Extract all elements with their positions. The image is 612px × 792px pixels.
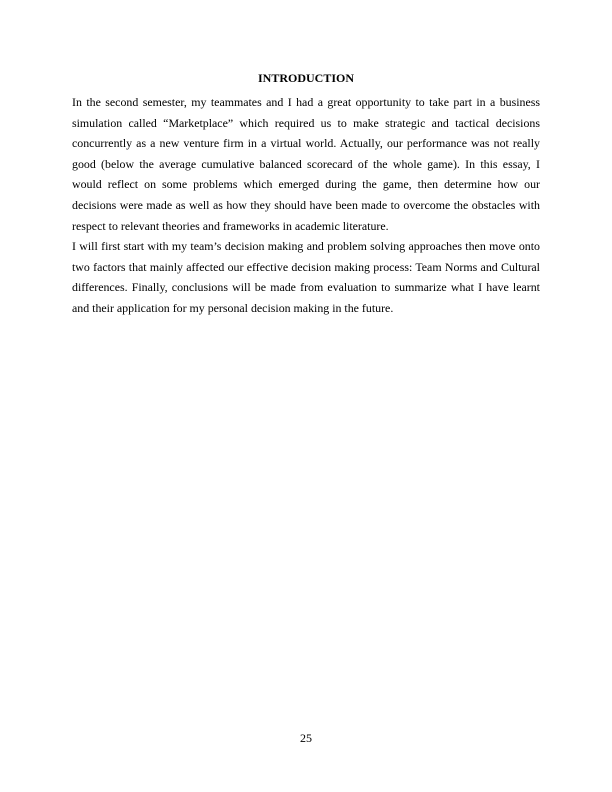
page-number: 25: [300, 731, 312, 745]
section-heading: INTRODUCTION: [257, 71, 354, 85]
page-content: [72, 70, 540, 319]
paragraph-intro: In the second semester, my teammates and I had a great opportunity to take part in a business simulation called “Marketplace” which required us to make strategic and tactical decisions concurrently as a new venture firm in a virtual world. Actually, our performance was not really good (below the average cumulative balanced scorecard of the whole game). In this essay, I would reflect on some problems which emerged during the game, then determine how our decisions were made as well as how they should have been made to overcome the obstacles with respect to relevant theories and frameworks in academic literature.: [72, 95, 540, 233]
paragraph-outline: I will first start with my team’s decision making and problem solving approaches then move onto two factors that mainly affected our effective decision making process: Team Norms and Cultural differences. Finally, conclusions will be made from evaluation to summarize what I have learnt and their application for my personal decision making in the future.: [72, 239, 540, 315]
